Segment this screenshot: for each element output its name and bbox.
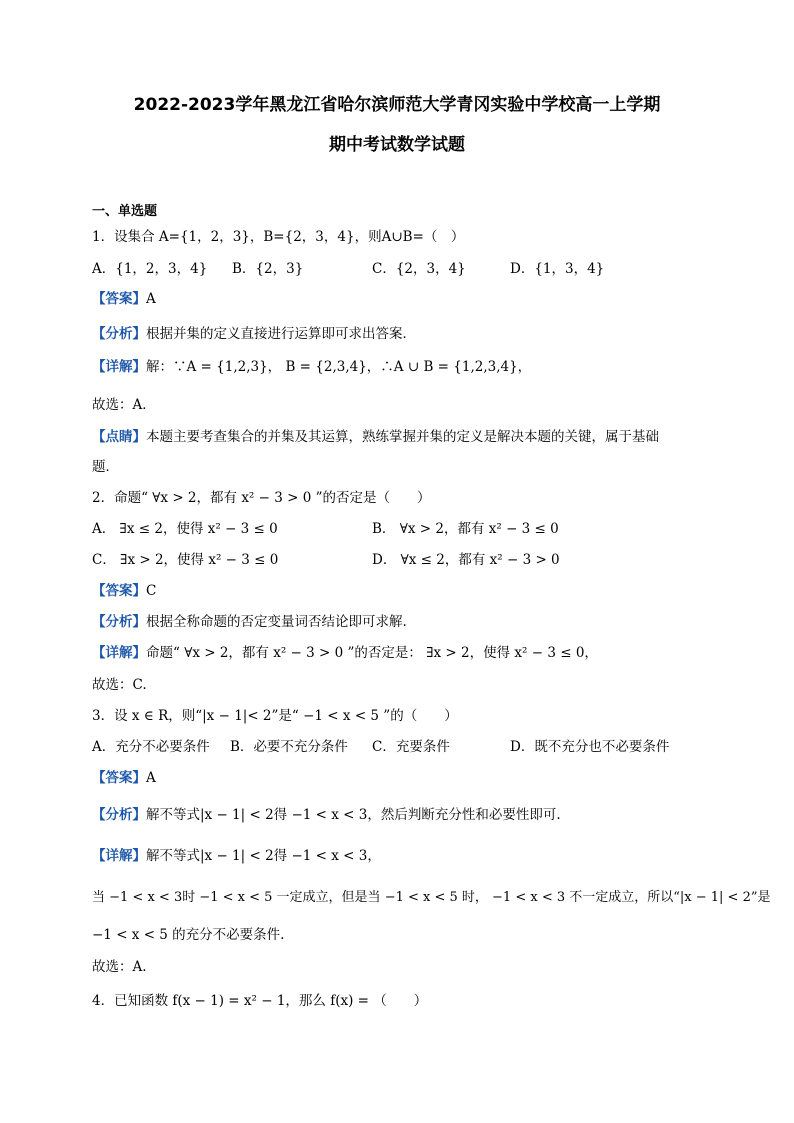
q4-stem: 4．已知函数 f(x − 1) = x² − 1，那么 f(x) = （ ） [92, 993, 428, 1009]
q3-stem: 3．设 x ∈ R，则“|x − 1|< 2”是“ −1 < x < 5 ”的（ ） [92, 708, 458, 724]
q2-conclusion: 故选：C. [92, 677, 147, 693]
answer-value: A [146, 291, 156, 307]
q3-answer [92, 769, 156, 787]
q3-detail [92, 847, 381, 865]
answer-tag: 【答案】 [92, 770, 146, 786]
analysis-tag: 【分析】 [92, 326, 146, 342]
q3-option-a: A．充分不必要条件 [92, 739, 210, 755]
q1-comment [92, 428, 659, 446]
detail-tag: 【详解】 [92, 848, 146, 864]
q3-option-b: B．必要不充分条件 [230, 739, 348, 755]
q2-analysis [92, 613, 407, 631]
q2-option-c: C． ∃x > 2，使得 x² − 3 ≤ 0 [92, 552, 279, 568]
q3-detail-line3: −1 < x < 5 的充分不必要条件. [92, 927, 285, 943]
q1-option-a: A．{1，2，3，4} [92, 261, 208, 277]
q2-option-a: A． ∃x ≤ 2，使得 x² − 3 ≤ 0 [92, 521, 278, 537]
answer-value: C [146, 583, 157, 599]
q1-stem: 1．设集合 A={1，2，3}，B={2，3，4}，则A∪B=（ ） [92, 229, 465, 245]
q3-option-d: D．既不充分也不必要条件 [510, 739, 670, 755]
comment-text: 本题主要考查集合的并集及其运算，熟练掌握并集的定义是解决本题的关键，属于基础 [146, 429, 659, 445]
q1-option-c: C．{2，3，4} [372, 261, 466, 277]
comment-tag: 【点睛】 [92, 429, 146, 445]
detail-tag: 【详解】 [92, 359, 146, 375]
q1-detail [92, 358, 531, 376]
analysis-tag: 【分析】 [92, 807, 146, 823]
analysis-tag: 【分析】 [92, 614, 146, 630]
q3-detail-line2: 当 −1 < x < 3时 −1 < x < 5 一定成立，但是当 −1 < x < 5 时， −1 < x < 3 不一定成立，所以“|x − 1| < 2”是 [92, 890, 771, 905]
answer-value: A [146, 770, 156, 786]
q1-comment-line2: 题． [92, 459, 119, 475]
detail-tag: 【详解】 [92, 645, 146, 661]
q1-option-d: D．{1，3，4} [510, 261, 605, 277]
q1-answer [92, 290, 156, 308]
document-title-line1: 2022-2023学年黑龙江省哈尔滨师范大学青冈实验中学校高一上学期 [133, 95, 661, 115]
q2-stem: 2．命题“ ∀x > 2，都有 x² − 3 > 0 ”的否定是（ ） [92, 490, 431, 506]
detail-text: 命题“ ∀x > 2，都有 x² − 3 > 0 ”的否定是： ∃x > 2，使得 x² − 3 ≤ 0， [146, 645, 598, 661]
q1-conclusion: 故选：A． [92, 397, 156, 413]
q2-option-b: B． ∀x > 2，都有 x² − 3 ≤ 0 [372, 521, 559, 537]
document-title-line2: 期中考试数学试题 [329, 135, 465, 155]
q3-analysis [92, 806, 561, 824]
analysis-text: 根据全称命题的否定变量词否结论即可求解. [146, 614, 407, 630]
q2-option-d: D． ∀x ≤ 2，都有 x² − 3 > 0 [372, 552, 560, 568]
analysis-text: 根据并集的定义直接进行运算即可求出答案． [146, 326, 416, 342]
section-heading: 一、单选题 [92, 204, 158, 219]
q3-option-c: C．充要条件 [372, 739, 450, 755]
detail-text: 解：∵A = {1,2,3}， B = {2,3,4}，∴A ∪ B = {1,2,3,4}， [146, 359, 532, 375]
analysis-text: 解不等式|x − 1| < 2得 −1 < x < 3，然后判断充分性和必要性即可. [146, 807, 561, 823]
q2-answer [92, 582, 156, 600]
q2-detail [92, 644, 598, 662]
q1-analysis [92, 325, 416, 343]
q1-option-b: B．{2，3} [232, 261, 304, 277]
answer-tag: 【答案】 [92, 291, 146, 307]
q3-conclusion: 故选：A. [92, 959, 147, 975]
detail-text: 解不等式|x − 1| < 2得 −1 < x < 3， [146, 848, 381, 864]
answer-tag: 【答案】 [92, 583, 146, 599]
